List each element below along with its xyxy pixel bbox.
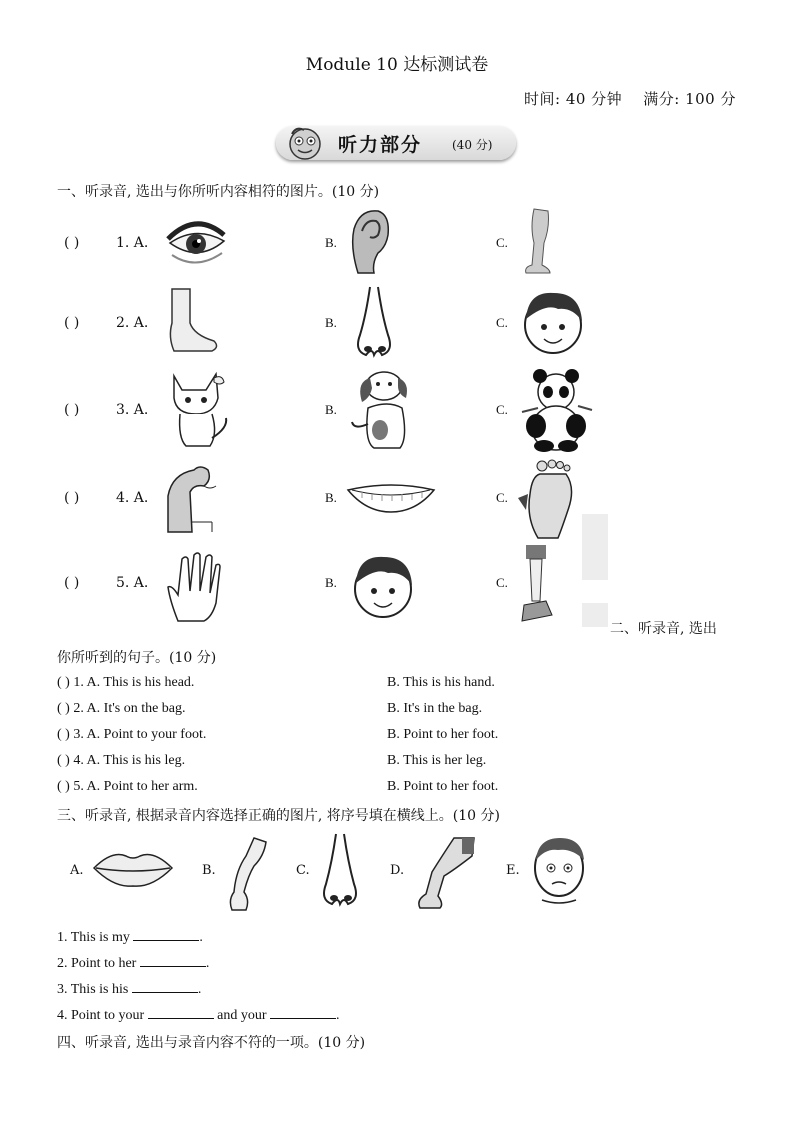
banner-title: 听力部分 [338, 134, 423, 156]
answer-paren[interactable]: ( ) [57, 779, 70, 794]
option-b-label: B. [325, 575, 337, 590]
option-a-label: 3. A. [116, 402, 149, 418]
option-b-text: B. This is her leg. [387, 753, 487, 768]
section2-heading-start: 二、听录音, 选出 [610, 621, 717, 637]
option-b-label: B. [325, 315, 337, 330]
lips-icon [92, 848, 174, 888]
answer-paren[interactable]: ( ) [57, 701, 70, 716]
full-score: 满分: 100 分 [643, 90, 736, 108]
dog-icon [348, 368, 416, 452]
leg-icon [520, 207, 554, 277]
answer-paren[interactable]: ( ) [57, 727, 70, 742]
option-a-label: 2. A. [116, 315, 149, 331]
watermark-block [582, 515, 608, 565]
listening-banner [276, 126, 516, 160]
face-icon [528, 834, 590, 906]
option-a-text: 1. A. This is his head. [73, 675, 195, 690]
option-label-c: C. [296, 863, 310, 878]
sentence-item-2 [57, 701, 757, 721]
option-c-label: C. [496, 402, 508, 417]
answer-paren[interactable]: ( ) [64, 235, 80, 251]
mouth-icon [346, 480, 436, 514]
option-c-label: C. [496, 490, 508, 505]
option-b-text: B. It's in the bag. [387, 701, 483, 716]
boy-face-icon [518, 285, 588, 357]
sentence-end: . [336, 1008, 340, 1023]
sentence-end: . [199, 930, 203, 945]
option-b-label: B. [325, 490, 337, 505]
option-a-label: 4. A. [116, 490, 149, 506]
knee-leg-icon [414, 836, 476, 910]
nose-icon [352, 285, 396, 361]
option-a-text: 4. A. This is his leg. [73, 753, 186, 768]
exam-meta [524, 88, 736, 109]
leg-with-shoe-icon [518, 545, 558, 625]
sentence-item-1 [57, 675, 757, 695]
panda-icon [518, 368, 594, 452]
question-row-1 [60, 205, 760, 285]
option-b-text: B. Point to her foot. [387, 779, 499, 794]
section1-heading: 一、听录音, 选出与你所听内容相符的图片。(10 分) [57, 184, 380, 200]
fill-sentence-2 [57, 954, 209, 972]
sentence-middle: and your [213, 1008, 271, 1023]
hand-icon [164, 551, 224, 623]
answer-paren[interactable]: ( ) [64, 490, 80, 506]
option-c-label: C. [496, 575, 508, 590]
question-row-3 [60, 368, 760, 448]
answer-paren[interactable]: ( ) [64, 575, 80, 591]
option-c-label: C. [496, 315, 508, 330]
sentence-end: . [197, 982, 202, 997]
eye-icon [164, 211, 228, 271]
option-c-label: C. [496, 235, 508, 250]
time-limit: 时间: 40 分钟 [524, 90, 623, 108]
banner-score: (40 分) [452, 138, 493, 152]
answer-paren[interactable]: ( ) [57, 753, 70, 768]
sentence-item-5 [57, 779, 757, 799]
option-a-text: 2. A. It's on the bag. [73, 701, 186, 716]
sentence-item-3 [57, 727, 757, 747]
arm-icon [164, 460, 224, 534]
mascot-icon [284, 122, 326, 164]
foot-icon [164, 287, 220, 353]
section4-heading: 四、听录音, 选出与录音内容不符的一项。(10 分) [57, 1035, 366, 1051]
arm-icon [224, 836, 270, 912]
answer-blank[interactable] [133, 928, 199, 941]
sentence-text: 4. Point to your [57, 1008, 148, 1023]
question-row-4 [60, 458, 760, 538]
option-b-label: B. [325, 235, 337, 250]
question-row-2 [60, 285, 760, 365]
section2-heading-end: 你所听到的句子。(10 分) [57, 650, 217, 666]
answer-paren[interactable]: ( ) [57, 675, 70, 690]
option-a-text: 5. A. Point to her arm. [73, 779, 198, 794]
answer-blank[interactable] [132, 980, 198, 993]
option-label-b: B. [202, 863, 216, 878]
sentence-item-4 [57, 753, 757, 773]
sentence-text: 3. This is his [57, 982, 132, 997]
ear-icon [348, 207, 392, 277]
option-b-text: B. This is his hand. [387, 675, 495, 690]
fill-sentence-4 [57, 1006, 340, 1024]
boy-face-icon [348, 549, 418, 621]
answer-paren[interactable]: ( ) [64, 402, 80, 418]
question-row-5 [60, 545, 760, 625]
answer-blank[interactable] [148, 1006, 214, 1019]
cat-icon [164, 368, 234, 450]
option-a-label: 1. A. [116, 235, 149, 251]
answer-blank[interactable] [140, 954, 206, 967]
option-a-text: 3. A. Point to your foot. [73, 727, 207, 742]
option-label-a: A. [70, 863, 84, 878]
section3-heading: 三、听录音, 根据录音内容选择正确的图片, 将序号填在横线上。(10 分) [57, 808, 500, 824]
answer-paren[interactable]: ( ) [64, 315, 80, 331]
nose-icon [318, 832, 364, 910]
sentence-end: . [205, 956, 210, 971]
page-title: Module 10 达标测试卷 [305, 55, 489, 75]
option-label-e: E. [506, 863, 520, 878]
answer-blank[interactable] [270, 1006, 336, 1019]
foot-sole-icon [518, 458, 578, 540]
option-a-label: 5. A. [116, 575, 149, 591]
watermark-block [582, 603, 608, 627]
sentence-text: 1. This is my [57, 930, 134, 945]
fill-sentence-3 [57, 980, 201, 998]
option-label-d: D. [390, 863, 405, 878]
option-b-label: B. [325, 402, 337, 417]
option-b-text: B. Point to her foot. [387, 727, 499, 742]
fill-sentence-1 [57, 928, 203, 946]
sentence-text: 2. Point to her [57, 956, 140, 971]
